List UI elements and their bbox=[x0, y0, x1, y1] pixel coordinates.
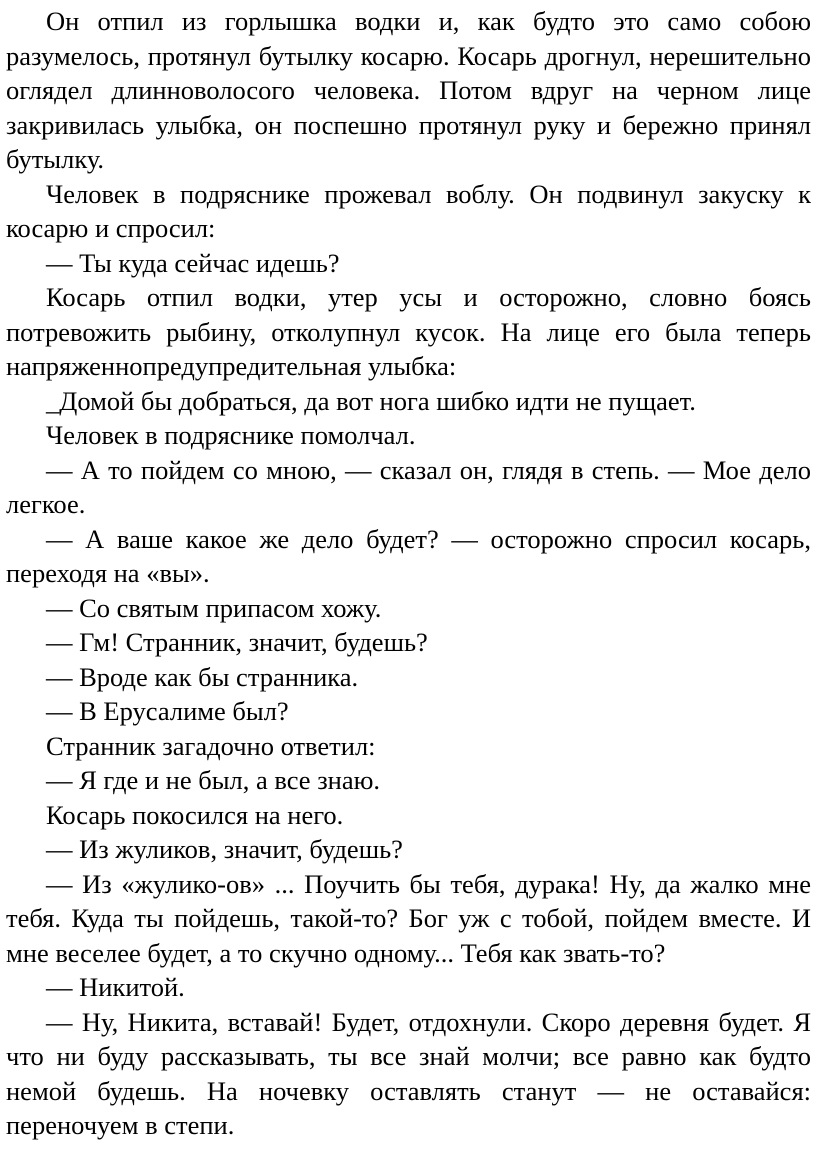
paragraph: — А то пойдем со мною, — сказал он, глядя в степь. — Мое дело легкое. bbox=[6, 454, 811, 519]
paragraph: — Вроде как бы странника. bbox=[46, 661, 359, 692]
paragraph: Косарь отпил водки, утер усы и осторожно, словно боясь потревожить рыбину, отколупнул кусок. На лице его была теперь напряженнопредупредительная улыбка: bbox=[6, 282, 811, 381]
paragraph: Он отпил из горлышка водки и, как будто это само собою разумелось, протянул бутылку косарю. Косарь дрогнул, нерешительно оглядел длинноволосого человека. Потом вдруг на черном лице закривилась улыбка, он поспешно протянул руку и бережно принял бутылку. bbox=[6, 6, 811, 174]
document-page bbox=[6, 4, 811, 1143]
paragraph: — Со святым припасом хожу. bbox=[46, 592, 382, 623]
paragraph: — Никитой. bbox=[46, 972, 185, 1002]
paragraph: _Домой бы добраться, да вот нога шибко идти не пущает. bbox=[46, 385, 696, 416]
paragraph: — Гм! Странник, значит, будешь? bbox=[46, 627, 428, 657]
paragraph: Человек в подряснике прожевал воблу. Он подвинул закуску к косарю и спросил: bbox=[6, 178, 811, 243]
paragraph: — Ну, Никита, вставай! Будет, отдохнули. Скоро деревня будет. Я что ни буду рассказывать, ты все знай молчи; все равно как будто немой будешь. На ночевку оставлять станут — не оставайся: переночуем в степи. bbox=[6, 1006, 811, 1140]
paragraph: — В Ерусалиме был? bbox=[46, 696, 289, 726]
paragraph: Косарь покосился на него. bbox=[46, 799, 344, 830]
paragraph: — Из «жулико-ов» ... Поучить бы тебя, дурака! Ну, да жалко мне тебя. Куда ты пойдешь, такой-то? Бог уж с тобой, пойдем вместе. И мне веселее будет, а то скучно одному... Тебя как звать-то? bbox=[6, 868, 811, 968]
paragraph: — Я где и не был, а все знаю. bbox=[46, 765, 381, 795]
paragraph: — Ты куда сейчас идешь? bbox=[46, 247, 340, 278]
paragraph: — Из жуликов, значит, будешь? bbox=[46, 834, 403, 864]
paragraph: Странник загадочно ответил: bbox=[46, 730, 376, 761]
paragraph: — А ваше какое же дело будет? — осторожно спросил косарь, переходя на «вы». bbox=[6, 523, 811, 588]
paragraph: Человек в подряснике помолчал. bbox=[46, 420, 416, 450]
